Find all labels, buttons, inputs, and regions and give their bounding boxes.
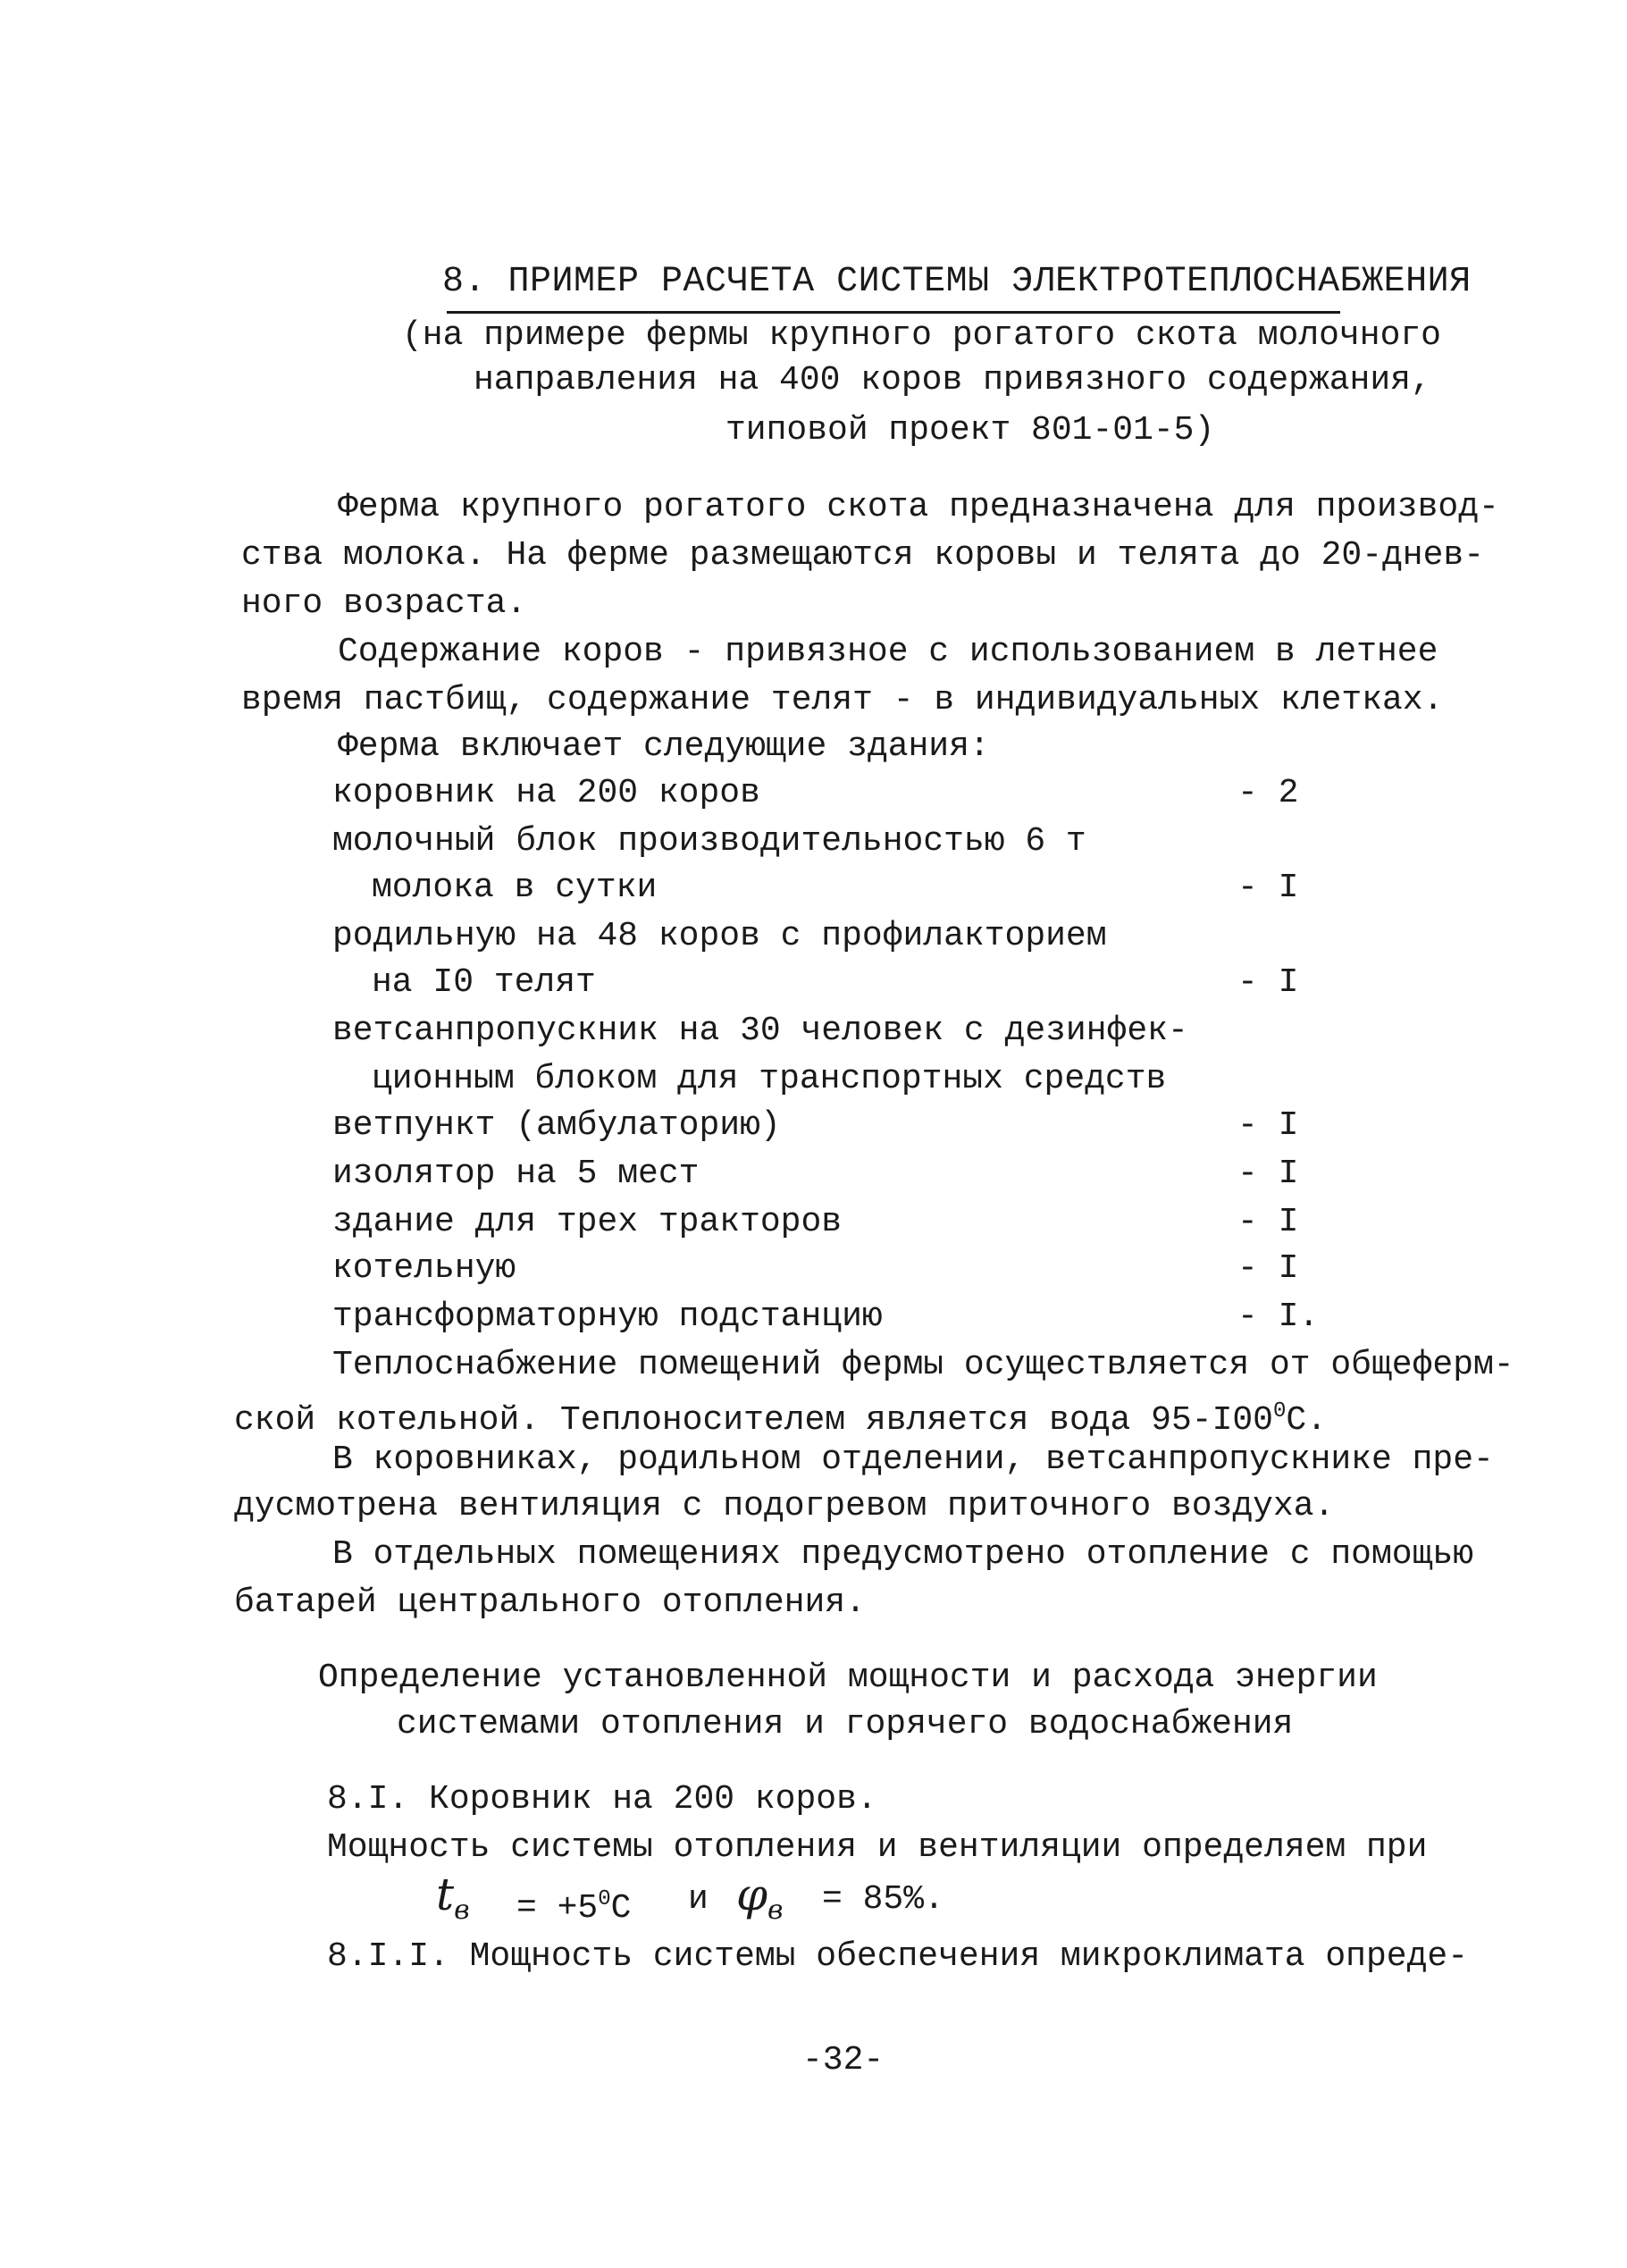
title-underline xyxy=(447,311,1340,314)
subtitle-line-1: (на примере фермы крупного рогатого скота молочного xyxy=(402,316,1441,355)
paragraph-line: Ферма крупного рогатого скота предназначена для производ- xyxy=(338,488,1499,526)
paragraph-line: ного возраста. xyxy=(241,584,527,623)
item-heading: 8.I. Коровник на 200 коров. xyxy=(327,1780,877,1819)
list-item: молочный блок производительностью 6 т xyxy=(332,822,1086,861)
formula-and: и xyxy=(688,1880,709,1919)
list-item: коровник на 200 коров xyxy=(332,774,760,812)
list-item: котельную xyxy=(332,1249,516,1288)
subtitle-line-2: направления на 400 коров привязного содержания, xyxy=(474,361,1431,399)
list-item: ветпункт (амбулаторию) xyxy=(332,1106,781,1145)
paragraph-line xyxy=(234,1390,1327,1442)
list-item: здание для трех тракторов xyxy=(332,1203,843,1241)
list-item: родильную на 48 коров с профилакторием xyxy=(332,917,1107,955)
paragraph-line: Теплоснабжение помещений фермы осуществляется от общеферм- xyxy=(332,1346,1514,1384)
formula-eq1: = $+5^0С$ xyxy=(516,1887,632,1928)
subtitle-line-3: типовой проект 801-01-5) xyxy=(725,411,1215,449)
formula-eq2: = 85%. xyxy=(822,1880,944,1919)
list-item: ветсанпропускник на 30 человек с дезинфек- xyxy=(332,1012,1188,1050)
item-heading: 8.I.I. Мощность системы обеспечения микроклимата опреде- xyxy=(327,1937,1469,1976)
list-item: трансформаторную подстанцию xyxy=(332,1298,883,1336)
list-item: молока в сутки xyxy=(372,869,658,907)
paragraph-line: В коровниках, родильном отделении, ветсанпропускнике пре- xyxy=(332,1441,1494,1479)
formula-t-subscript: в xyxy=(454,1894,470,1926)
paragraph-text: С. xyxy=(1286,1401,1328,1440)
paragraph-line: время пастбищ, содержание телят - в индивидуальных клетках. xyxy=(241,681,1444,719)
list-item-qty: - I xyxy=(1237,963,1299,1002)
degree-superscript: 0 xyxy=(598,1887,611,1911)
paragraph-line: Ферма включает следующие здания: xyxy=(338,727,990,766)
list-item: ционным блоком для транспортных средств xyxy=(372,1060,1167,1098)
list-item-qty: - I xyxy=(1237,1106,1299,1145)
list-item-qty: - I xyxy=(1237,869,1299,907)
paragraph-line: батарей центрального отопления. xyxy=(234,1583,866,1622)
list-item-qty: - I xyxy=(1237,1249,1299,1288)
formula-phi-subscript: в xyxy=(767,1894,784,1926)
degree-superscript: 0 xyxy=(1273,1399,1287,1424)
list-item-qty: - 2 xyxy=(1237,774,1299,812)
list-item: изолятор на 5 мест xyxy=(332,1155,700,1193)
formula-t-symbol: $t_в$ xyxy=(436,1869,470,1926)
section-heading-line-2: системами отопления и горячего водоснабжения xyxy=(397,1705,1294,1743)
list-item: на I0 телят xyxy=(372,963,596,1002)
paragraph-text: ской котельной. Теплоносителем является вода 95-I00 xyxy=(234,1401,1273,1440)
section-heading-line-1: Определение установленной мощности и расхода энергии xyxy=(318,1659,1378,1697)
paragraph-line: Содержание коров - привязное с использованием в летнее xyxy=(338,633,1438,671)
page-number: -32- xyxy=(802,2041,885,2079)
formula-phi-symbol: $\varphi_в$ xyxy=(736,1869,784,1926)
list-item-qty: - I xyxy=(1237,1155,1299,1193)
paragraph-line: дусмотрена вентиляция с подогревом приточного воздуха. xyxy=(234,1487,1335,1525)
paragraph-line: В отдельных помещениях предусмотрено отопление с помощью xyxy=(332,1535,1474,1574)
paragraph-line: ства молока. На ферме размещаются коровы и телята до 20-днев- xyxy=(241,536,1485,575)
list-item-qty: - I xyxy=(1237,1203,1299,1241)
list-item-qty: - I. xyxy=(1237,1298,1320,1336)
section-title: 8. ПРИМЕР РАСЧЕТА СИСТЕМЫ ЭЛЕКТРОТЕПЛОСНАБЖЕНИЯ xyxy=(442,262,1472,302)
paragraph-line: Мощность системы отопления и вентиляции определяем при xyxy=(327,1828,1428,1867)
